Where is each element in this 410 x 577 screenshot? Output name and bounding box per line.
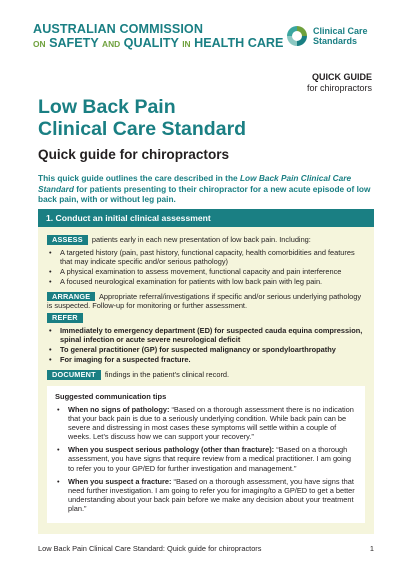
assess-list (47, 248, 365, 286)
document-row: DOCUMENT findings in the patient's clinical record. (47, 370, 365, 380)
quick-guide-label (307, 72, 372, 94)
org-name-line1: AUSTRALIAN COMMISSION (33, 22, 204, 36)
page-number: 1 (369, 544, 374, 553)
quick-guide-audience: for chiropractors (306, 83, 372, 93)
list-item: • Immediately to emergency department (ED) for suspected cauda equina compression, spinal infection or acute severe neurological deficit (47, 326, 365, 344)
arrange-tag: ARRANGE (47, 292, 95, 302)
list-item: • A targeted history (pain, past history, functional capacity, health comorbidities and features that may indicate specific and/or serious pathology) (47, 248, 365, 266)
footer-text: Low Back Pain Clinical Care Standard: Quick guide for chiropractors (38, 544, 262, 553)
page-subtitle: Quick guide for chiropractors (38, 147, 230, 162)
arrange-row: ARRANGE Appropriate referral/investigations if specific and/or serious underlying pathology is suspected. Follow-up for monitoring or further assessment. (47, 291, 362, 311)
list-item: • When you suspect a fracture: “Based on a thorough assessment, you have signs that need further investigation. I am going to refer you for imaging/to a GP/ED to get a better understanding about your back pain before we make any decision about your treatment plan.” (55, 477, 357, 513)
list-item: • When you suspect serious pathology (other than fracture): “Based on a thorough assessment, you have signs that require review from a medical practitioner. I am going to refer you to your GP/ED for further investigation and management.” (55, 445, 357, 472)
ccs-swirl-icon (285, 24, 309, 48)
refer-tag: REFER (47, 313, 83, 323)
refer-row (47, 313, 365, 323)
page-title: Low Back Pain Clinical Care Standard (38, 96, 247, 140)
refer-list (47, 326, 365, 364)
assess-tag: ASSESS (47, 235, 88, 245)
list-item: • When no signs of pathology: “Based on a thorough assessment there is no indication that your back pain is due to a seriously underlying condition. While back pain can be severe and distressing in most cases these symptoms will settle within a couple of weeks. Let’s discuss how we can support your recovery.” (55, 405, 357, 441)
quick-guide-title: QUICK GUIDE (311, 72, 372, 82)
list-item: • A focused neurological examination for patients with low back pain with leg pain. (47, 277, 365, 286)
panel-heading: 1. Conduct an initial clinical assessment (38, 209, 374, 227)
intro-paragraph: This quick guide outlines the care described in the Low Back Pain Clinical Care Standard for patients presenting to their chiropractor for a new acute episode of low back pain, with or without leg pain. (38, 173, 371, 205)
list-item: • To general practitioner (GP) for suspected malignancy or spondyloarthropathy (47, 345, 365, 354)
ccs-logo-text: Clinical Care Standards (313, 26, 368, 46)
page-footer (38, 544, 374, 553)
tips-title: Suggested communication tips (55, 391, 167, 401)
tips-list (55, 405, 357, 513)
communication-tips-box (47, 386, 365, 523)
org-name-line2: ON SAFETY AND QUALITY IN HEALTH CARE (33, 36, 284, 50)
clinical-care-standards-logo (285, 24, 395, 54)
assessment-panel (38, 209, 374, 534)
document-tag: DOCUMENT (47, 370, 101, 380)
commission-logo (33, 22, 283, 51)
list-item: • A physical examination to assess movement, functional capacity and pain interference (47, 267, 365, 276)
list-item: • For imaging for a suspected fracture. (47, 355, 365, 364)
assess-row: ASSESS patients early in each new presentation of low back pain. Including: (47, 235, 365, 245)
